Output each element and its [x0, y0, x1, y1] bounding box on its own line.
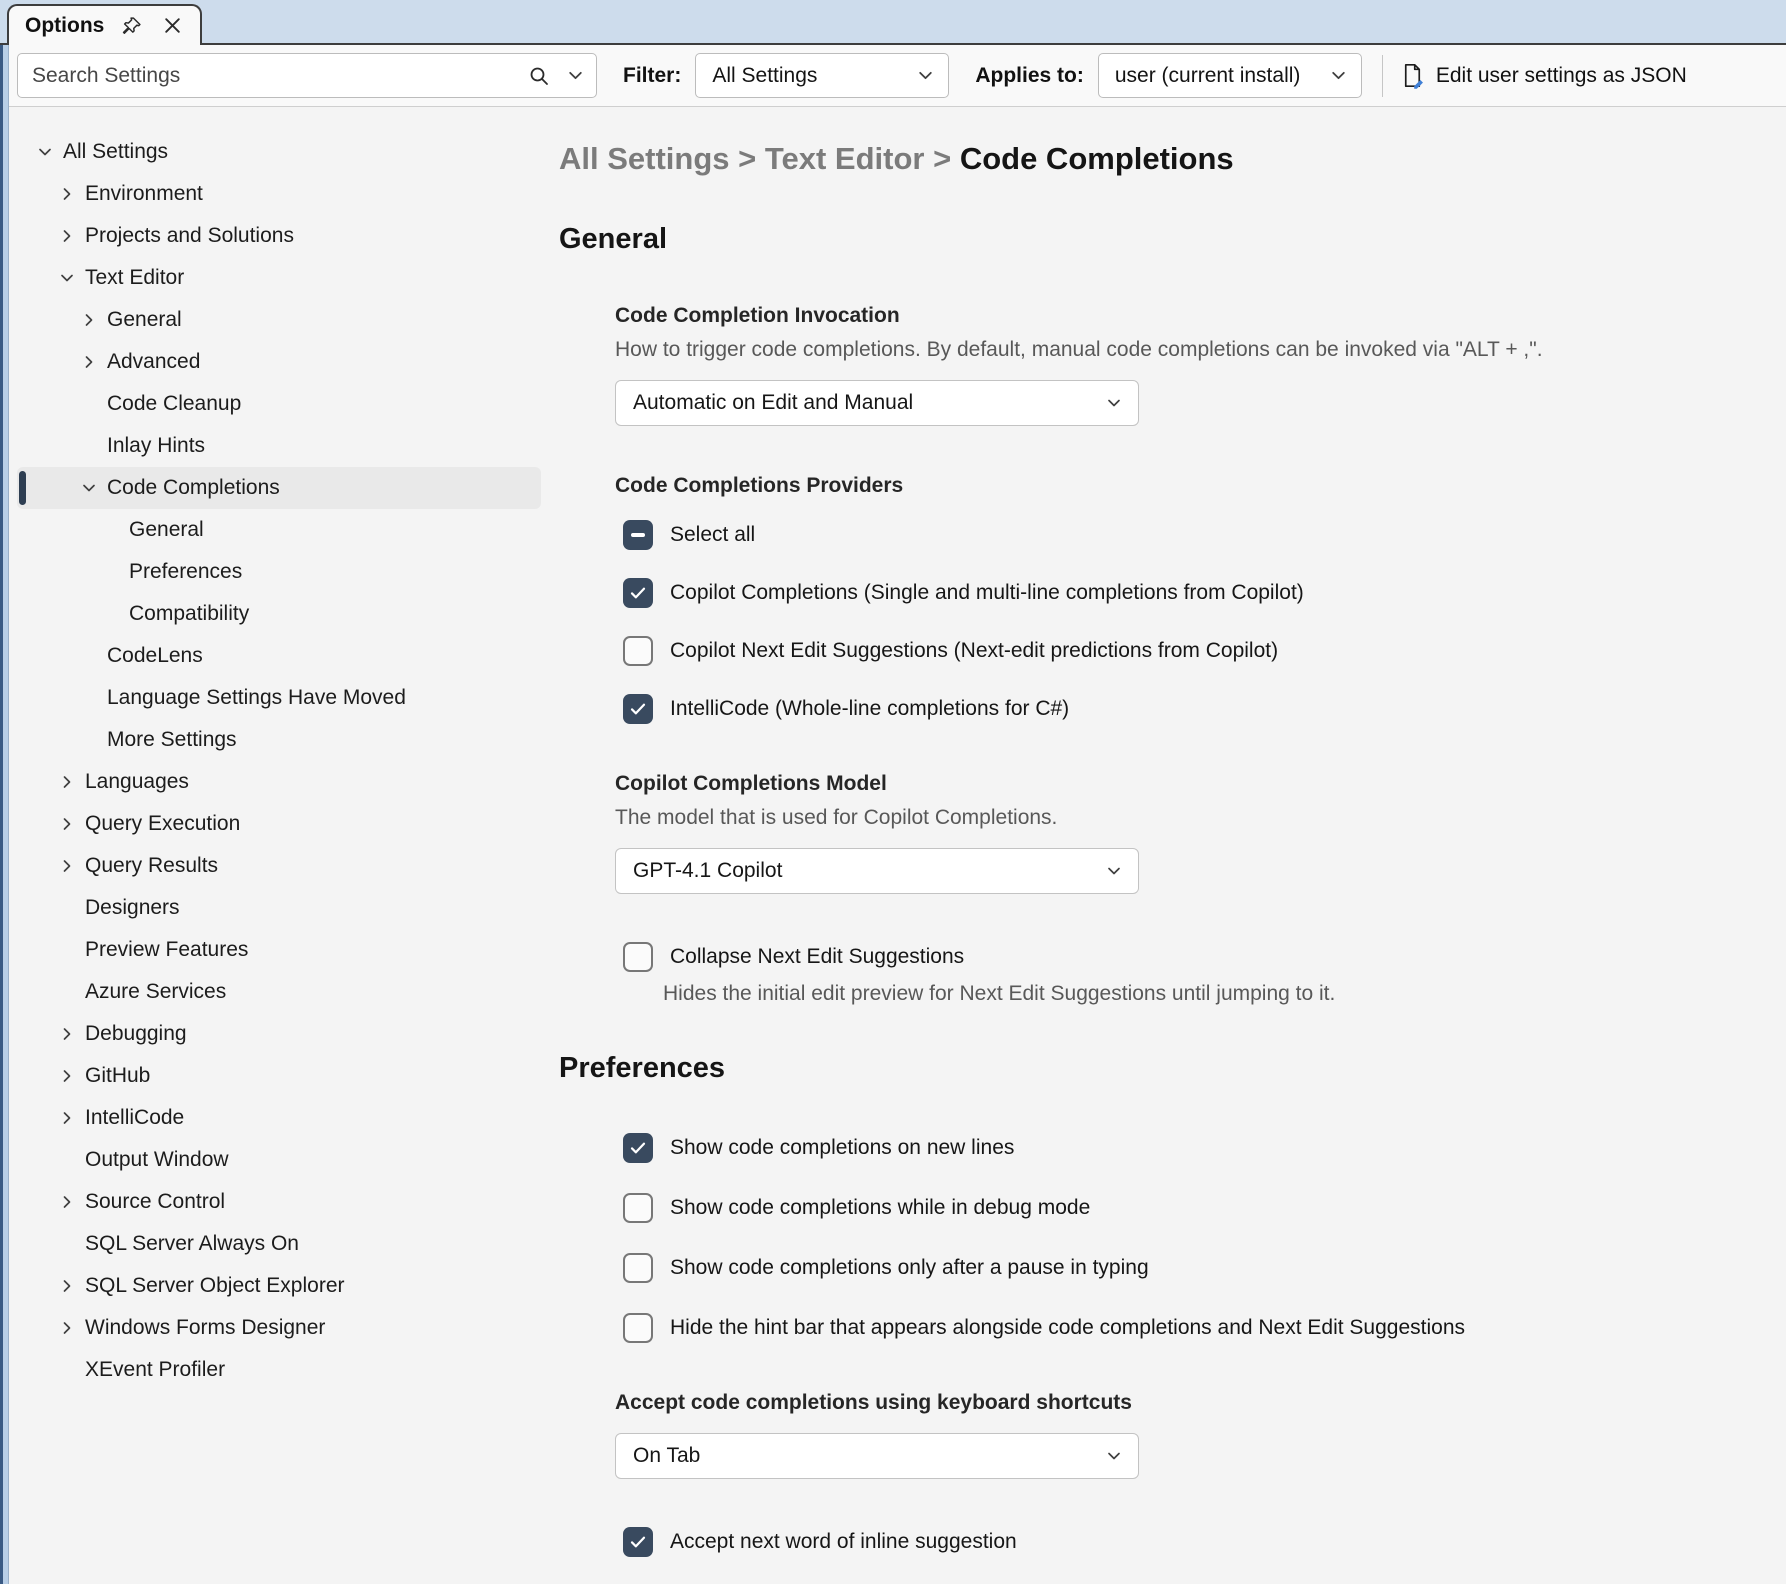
tree-item-general[interactable] [17, 509, 541, 551]
tree-item-general[interactable] [17, 299, 541, 341]
chevron-right-icon[interactable] [77, 312, 101, 328]
checkbox-label: Copilot Completions (Single and multi-line completions from Copilot) [670, 581, 1304, 604]
settings-toolbar [0, 45, 1786, 107]
setting-label: Code Completion Invocation [615, 304, 900, 327]
checkbox-row [623, 1133, 1766, 1163]
breadcrumb-item[interactable]: Text Editor [764, 141, 925, 176]
tree-item-label: Debugging [85, 1022, 187, 1045]
tree-item-advanced[interactable] [17, 341, 541, 383]
chevron-down-icon[interactable] [33, 144, 57, 160]
filter-value: All Settings [712, 63, 818, 87]
checkbox-group [615, 1133, 1766, 1343]
checkbox-row [623, 1253, 1766, 1283]
chevron-down-icon [1330, 67, 1347, 84]
tree-item-code-cleanup[interactable] [17, 383, 541, 425]
checkbox-group [615, 1527, 1766, 1557]
filter-dropdown[interactable] [695, 53, 949, 98]
applies-to-dropdown[interactable] [1098, 53, 1362, 98]
setting-dropdown[interactable] [615, 380, 1139, 426]
search-box[interactable] [17, 53, 597, 98]
tree-item-all-settings[interactable] [17, 131, 541, 173]
tree-item-label: Advanced [107, 350, 201, 373]
chevron-down-icon [1106, 863, 1122, 879]
checkbox-label: IntelliCode (Whole-line completions for C#) [670, 697, 1070, 720]
tree-item-languages[interactable] [17, 761, 541, 803]
json-file-icon [1399, 62, 1426, 89]
tree-item-label: Compatibility [129, 602, 250, 625]
tree-item-preferences[interactable] [17, 551, 541, 593]
setting-description: The model that is used for Copilot Completions. [615, 806, 1058, 829]
tree-item-label: Output Window [85, 1148, 229, 1171]
tree-item-label: XEvent Profiler [85, 1358, 226, 1381]
tree-item-label: Code Completions [107, 476, 280, 499]
chevron-right-icon[interactable] [55, 1068, 79, 1084]
tree-item-language-settings-have-moved[interactable] [17, 677, 541, 719]
checkbox-label: Show code completions only after a pause in typing [670, 1256, 1149, 1279]
tree-item-text-editor[interactable] [17, 257, 541, 299]
edit-json-label: Edit user settings as JSON [1435, 63, 1687, 87]
tab-strip [0, 0, 1786, 45]
checkbox-row [623, 942, 1766, 972]
chevron-right-icon[interactable] [55, 816, 79, 832]
setting-label: Code Completions Providers [615, 474, 904, 497]
applies-to-label: Applies to: [975, 63, 1084, 87]
tree-item-label: Azure Services [85, 980, 227, 1003]
checkbox-label: Accept next word of inline suggestion [670, 1530, 1017, 1553]
checkbox-unchecked[interactable] [623, 1253, 653, 1283]
checkbox-row [623, 694, 1766, 724]
checkbox-checked[interactable] [623, 1133, 653, 1163]
checkbox-rows [615, 520, 1766, 724]
tree-item-label: CodeLens [107, 644, 203, 667]
tree-item-code-completions[interactable] [17, 467, 541, 509]
checkbox-row [623, 1313, 1766, 1343]
settings-content [555, 107, 1786, 1581]
tree-item-label: All Settings [63, 140, 169, 163]
checkbox-label: Hide the hint bar that appears alongside code completions and Next Edit Suggestions [670, 1316, 1466, 1339]
tree-item-sql-server-object-explorer[interactable] [17, 1265, 541, 1307]
setting-field [615, 1391, 1766, 1479]
tree-item-query-execution[interactable] [17, 803, 541, 845]
tree-item-label: SQL Server Object Explorer [85, 1274, 345, 1297]
chevron-down-icon [1106, 1448, 1122, 1464]
tree-item-label: Environment [85, 182, 203, 205]
dropdown-value: GPT-4.1 Copilot [633, 859, 783, 882]
tree-item-label: Source Control [85, 1190, 226, 1213]
checkbox-rows [615, 942, 1766, 1006]
dropdown-value: Automatic on Edit and Manual [633, 391, 914, 414]
checkbox-indeterminate[interactable] [623, 520, 653, 550]
breadcrumb-separator-icon: > [924, 141, 960, 176]
tree-item-xevent-profiler[interactable] [17, 1349, 541, 1391]
chevron-right-icon[interactable] [55, 186, 79, 202]
chevron-right-icon[interactable] [55, 228, 79, 244]
section-heading: General [559, 223, 667, 255]
pin-icon[interactable] [120, 14, 144, 38]
checkbox-unchecked[interactable] [623, 636, 653, 666]
indeterminate-dash [631, 533, 645, 537]
section-heading: Preferences [559, 1052, 726, 1084]
tree-item-label: Languages [85, 770, 189, 793]
chevron-right-icon[interactable] [55, 1320, 79, 1336]
filter-label: Filter: [623, 63, 682, 87]
tree-item-preview-features[interactable] [17, 929, 541, 971]
chevron-down-icon[interactable] [77, 480, 101, 496]
setting-dropdown[interactable] [615, 1433, 1139, 1479]
chevron-right-icon[interactable] [55, 858, 79, 874]
tree-item-codelens[interactable] [17, 635, 541, 677]
checkbox-checked[interactable] [623, 578, 653, 608]
checkbox-label: Copilot Next Edit Suggestions (Next-edit predictions from Copilot) [670, 639, 1279, 662]
setting-field [615, 772, 1766, 894]
setting-field [615, 304, 1766, 426]
tree-item-source-control[interactable] [17, 1181, 541, 1223]
tree-item-environment[interactable] [17, 173, 541, 215]
setting-label: Copilot Completions Model [615, 772, 887, 795]
tree-item-github[interactable] [17, 1055, 541, 1097]
tree-item-label: Text Editor [85, 266, 185, 289]
tree-item-label: Query Execution [85, 812, 241, 835]
checkbox-rows [615, 1133, 1766, 1343]
dropdown-value: On Tab [633, 1444, 701, 1467]
search-options-chevron-icon[interactable] [567, 67, 584, 84]
tree-item-more-settings[interactable] [17, 719, 541, 761]
tree-item-debugging[interactable] [17, 1013, 541, 1055]
options-tab[interactable] [7, 4, 202, 45]
checkbox-label: Select all [670, 523, 756, 546]
search-icon[interactable] [527, 64, 551, 88]
close-icon[interactable] [160, 14, 184, 38]
main-area [9, 107, 1786, 1581]
checkbox-unchecked[interactable] [623, 942, 653, 972]
chevron-right-icon[interactable] [55, 1278, 79, 1294]
breadcrumb-current: Code Completions [959, 141, 1234, 176]
checkbox-label: Show code completions on new lines [670, 1136, 1015, 1159]
tree-item-compatibility[interactable] [17, 593, 541, 635]
checkbox-description: Hides the initial edit preview for Next Edit Suggestions until jumping to it. [663, 982, 1336, 1005]
breadcrumb-item[interactable]: All Settings [559, 141, 730, 176]
checkbox-row [623, 636, 1766, 666]
chevron-right-icon[interactable] [55, 1026, 79, 1042]
tree-item-label: Designers [85, 896, 180, 919]
checkbox-rows [615, 1527, 1766, 1557]
tree-item-sql-server-always-on[interactable] [17, 1223, 541, 1265]
tree-item-label: Preview Features [85, 938, 249, 961]
tree-item-intellicode[interactable] [17, 1097, 541, 1139]
setting-description: How to trigger code completions. By default, manual code completions can be invoked via "ALT + ,". [615, 338, 1543, 361]
tree-item-label: General [107, 308, 182, 331]
checkbox-group [615, 474, 1766, 724]
setting-label: Accept code completions using keyboard shortcuts [615, 1391, 1132, 1414]
tree-item-designers[interactable] [17, 887, 541, 929]
tree-item-label: GitHub [85, 1064, 151, 1087]
edit-json-button[interactable] [1399, 62, 1687, 89]
tree-item-label: Projects and Solutions [85, 224, 294, 247]
tree-item-label: General [129, 518, 204, 541]
tree-item-label: Windows Forms Designer [85, 1316, 326, 1339]
checkbox-label: Show code completions while in debug mode [670, 1196, 1091, 1219]
tree-item-label: Language Settings Have Moved [107, 686, 406, 709]
settings-tree [9, 107, 555, 1581]
chevron-right-icon[interactable] [55, 1110, 79, 1126]
tree-item-windows-forms-designer[interactable] [17, 1307, 541, 1349]
tree-item-label: Inlay Hints [107, 434, 206, 457]
setting-dropdown[interactable] [615, 848, 1139, 894]
chevron-down-icon[interactable] [55, 270, 79, 286]
chevron-down-icon [1106, 395, 1122, 411]
tree-item-label: More Settings [107, 728, 237, 751]
breadcrumb [559, 141, 1766, 177]
checkbox-unchecked[interactable] [623, 1193, 653, 1223]
chevron-right-icon[interactable] [55, 774, 79, 790]
checkbox-row [623, 1527, 1766, 1557]
applies-to-value: user (current install) [1114, 63, 1301, 87]
window-edge [0, 45, 9, 1584]
tree-item-output-window[interactable] [17, 1139, 541, 1181]
checkbox-checked[interactable] [623, 1527, 653, 1557]
tree-item-label: Query Results [85, 854, 219, 877]
checkbox-group [615, 942, 1766, 1006]
chevron-right-icon[interactable] [77, 354, 101, 370]
checkbox-label: Collapse Next Edit Suggestions [670, 945, 965, 968]
checkbox-unchecked[interactable] [623, 1313, 653, 1343]
search-input[interactable] [32, 64, 511, 88]
tree-item-label: Code Cleanup [107, 392, 242, 415]
tab-title: Options [25, 13, 105, 37]
checkbox-row [623, 1193, 1766, 1223]
breadcrumb-separator-icon: > [729, 141, 765, 176]
tree-item-label: IntelliCode [85, 1106, 185, 1129]
checkbox-checked[interactable] [623, 694, 653, 724]
checkbox-row [623, 520, 1766, 550]
checkbox-row [623, 578, 1766, 608]
tree-item-azure-services[interactable] [17, 971, 541, 1013]
chevron-right-icon[interactable] [55, 1194, 79, 1210]
tree-item-projects-and-solutions[interactable] [17, 215, 541, 257]
toolbar-separator [1382, 55, 1383, 97]
tree-item-query-results[interactable] [17, 845, 541, 887]
chevron-down-icon [917, 67, 934, 84]
tree-item-inlay-hints[interactable] [17, 425, 541, 467]
tree-item-label: SQL Server Always On [85, 1232, 299, 1255]
tree-item-label: Preferences [129, 560, 243, 583]
